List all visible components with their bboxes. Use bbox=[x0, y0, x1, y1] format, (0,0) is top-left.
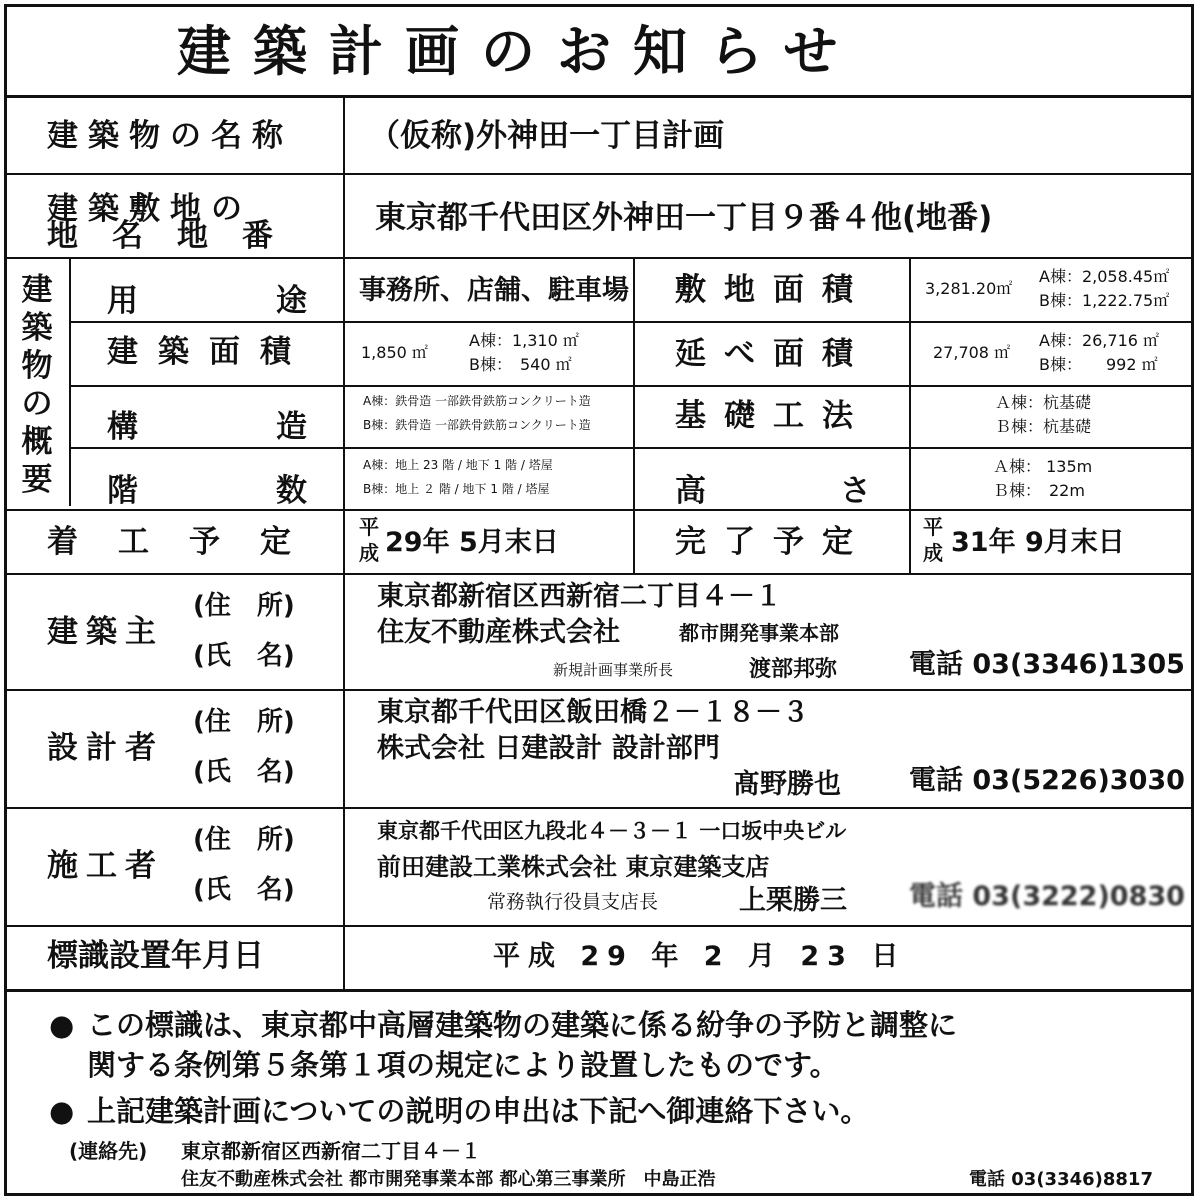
end-era-top: 平 bbox=[923, 515, 943, 539]
divider bbox=[7, 989, 1191, 992]
divider bbox=[909, 258, 911, 573]
note2-bullet: ● bbox=[49, 1094, 75, 1128]
owner-address: 東京都新宿区西新宿二丁目４－１ bbox=[377, 581, 782, 612]
contractor-addr-tag: (住 所) bbox=[193, 825, 295, 855]
contact-tag: (連絡先) bbox=[69, 1139, 148, 1163]
overview-char: 要 bbox=[21, 462, 53, 498]
note2-text: 上記建築計画についての説明の申出は下記へ御連絡下さい。 bbox=[87, 1094, 870, 1128]
building-area-b: B棟： 540 ㎡ bbox=[469, 355, 572, 374]
floor-area-total: 27,708 ㎡ bbox=[933, 343, 1011, 362]
designer-label: 設計者 bbox=[47, 730, 164, 766]
use-value: 事務所、店舗、駐車場 bbox=[359, 275, 629, 306]
height-label-char: さ bbox=[840, 473, 871, 509]
divider bbox=[7, 925, 1191, 927]
floors-label-char: 数 bbox=[276, 473, 307, 509]
structure-label bbox=[107, 401, 307, 446]
contractor-person: 上栗勝三 bbox=[739, 885, 847, 916]
designer-addr-tag: (住 所) bbox=[193, 707, 295, 737]
start-era-bottom: 成 bbox=[359, 541, 379, 565]
note1-line2: 関する条例第５条第１項の規定により設置したものです。 bbox=[87, 1048, 839, 1082]
contractor-company: 前田建設工業株式会社 東京建築支店 bbox=[377, 853, 770, 881]
site-area-label: 敷地面積 bbox=[675, 272, 871, 308]
use-label bbox=[107, 275, 307, 320]
contractor-address: 東京都千代田区九段北４－３－１ 一口坂中央ビル bbox=[377, 819, 847, 843]
end-era-bottom: 成 bbox=[923, 541, 943, 565]
start-value: 29年 5月末日 bbox=[385, 527, 559, 558]
divider bbox=[633, 258, 635, 573]
owner-company: 住友不動産株式会社 bbox=[377, 617, 620, 648]
divider bbox=[69, 258, 71, 506]
contractor-name-tag: (氏 名) bbox=[193, 875, 295, 905]
building-name-label: 建築物の名称 bbox=[47, 118, 293, 154]
floor-area-a: A棟：26,716 ㎡ bbox=[1039, 331, 1160, 350]
notice-title: 建築計画のお知らせ bbox=[177, 20, 860, 83]
owner-phone: 電話 03(3346)1305 bbox=[909, 649, 1185, 680]
building-name-value: （仮称)外神田一丁目計画 bbox=[369, 118, 725, 154]
contractor-title: 常務執行役員支店長 bbox=[487, 891, 659, 913]
overview-char: 概 bbox=[21, 424, 53, 460]
site-area-b: B棟：1,222.75㎡ bbox=[1039, 291, 1170, 310]
use-label-char: 用 bbox=[107, 283, 138, 319]
divider bbox=[7, 257, 1191, 259]
owner-addr-tag: (住 所) bbox=[193, 591, 295, 621]
floors-label bbox=[107, 465, 307, 510]
divider bbox=[69, 385, 1191, 387]
divider bbox=[69, 321, 1191, 323]
designer-person: 髙野勝也 bbox=[733, 769, 841, 800]
end-label: 完了予定 bbox=[675, 524, 871, 560]
floor-area-b: B棟： 992 ㎡ bbox=[1039, 355, 1158, 374]
end-value: 31年 9月末日 bbox=[951, 527, 1125, 558]
contact-address: 東京都新宿区西新宿二丁目４－１ bbox=[181, 1139, 481, 1163]
designer-address: 東京都千代田区飯田橋２－１８－３ bbox=[377, 697, 809, 728]
divider bbox=[7, 95, 1191, 98]
overview-side-label bbox=[17, 271, 57, 499]
site-value: 東京都千代田区外神田一丁目９番４他(地番) bbox=[375, 200, 993, 236]
note1-bullet: ● bbox=[49, 1008, 75, 1042]
owner-title: 新規計画事業所長 bbox=[553, 661, 674, 679]
designer-phone: 電話 03(5226)3030 bbox=[909, 765, 1185, 796]
owner-label: 建築主 bbox=[47, 614, 164, 650]
start-era-top: 平 bbox=[359, 515, 379, 539]
note1-line1: この標識は、東京都中高層建築物の建築に係る紛争の予防と調整に bbox=[87, 1008, 958, 1042]
overview-char: の bbox=[21, 386, 53, 422]
height-b: Ｂ棟： 22m bbox=[993, 481, 1085, 500]
overview-char: 築 bbox=[21, 310, 53, 346]
height-label bbox=[675, 465, 871, 510]
foundation-b: Ｂ棟：杭基礎 bbox=[995, 417, 1092, 436]
divider bbox=[7, 807, 1191, 809]
start-label: 着工予定 bbox=[47, 524, 331, 560]
foundation-a: Ａ棟：杭基礎 bbox=[995, 393, 1092, 412]
site-label-line1: 建築敷地の bbox=[47, 191, 252, 227]
building-area-a: A棟：1,310 ㎡ bbox=[469, 331, 579, 350]
designer-company: 株式会社 日建設計 設計部門 bbox=[377, 733, 720, 764]
divider bbox=[343, 96, 345, 991]
divider bbox=[7, 173, 1191, 175]
posted-value: 平成 29 年 2 月 23 日 bbox=[493, 941, 907, 972]
contractor-label: 施工者 bbox=[47, 848, 164, 884]
building-area-label: 建築面積 bbox=[107, 334, 311, 370]
owner-division: 都市開発事業本部 bbox=[679, 621, 839, 645]
floor-area-label: 延べ面積 bbox=[675, 336, 871, 372]
site-area-total: 3,281.20㎡ bbox=[925, 279, 1013, 298]
site-area-a: A棟：2,058.45㎡ bbox=[1039, 267, 1170, 286]
contractor-phone: 電話 03(3222)0830 bbox=[909, 881, 1185, 912]
owner-name-tag: (氏 名) bbox=[193, 641, 295, 671]
foundation-label: 基礎工法 bbox=[675, 398, 871, 434]
designer-name-tag: (氏 名) bbox=[193, 757, 295, 787]
divider bbox=[69, 447, 1191, 449]
contact-phone: 電話 03(3346)8817 bbox=[969, 1169, 1153, 1190]
height-label-char: 高 bbox=[675, 473, 706, 509]
owner-person: 渡部邦弥 bbox=[749, 657, 838, 682]
building-area-total: 1,850 ㎡ bbox=[361, 343, 428, 362]
notice-board bbox=[4, 4, 1194, 1196]
structure-b: B棟：鉄骨造 一部鉄骨鉄筋コンクリート造 bbox=[363, 418, 591, 432]
floors-label-char: 階 bbox=[107, 473, 138, 509]
floors-b: B棟：地上 ２ 階 / 地下 1 階 / 塔屋 bbox=[363, 482, 550, 496]
posted-label: 標識設置年月日 bbox=[47, 938, 264, 974]
overview-char: 物 bbox=[21, 348, 53, 384]
divider bbox=[7, 689, 1191, 691]
structure-label-char: 造 bbox=[276, 409, 307, 445]
overview-char: 建 bbox=[21, 272, 53, 308]
structure-a: A棟：鉄骨造 一部鉄骨鉄筋コンクリート造 bbox=[363, 394, 591, 408]
site-label-line2: 地名地番 bbox=[47, 218, 307, 254]
structure-label-char: 構 bbox=[107, 409, 138, 445]
contact-org: 住友不動産株式会社 都市開発事業本部 都心第三事業所 中島正浩 bbox=[181, 1169, 716, 1190]
use-label-char: 途 bbox=[276, 283, 307, 319]
divider bbox=[7, 573, 1191, 575]
floors-a: A棟：地上 23 階 / 地下 1 階 / 塔屋 bbox=[363, 458, 553, 472]
height-a: Ａ棟： 135m bbox=[993, 457, 1093, 476]
